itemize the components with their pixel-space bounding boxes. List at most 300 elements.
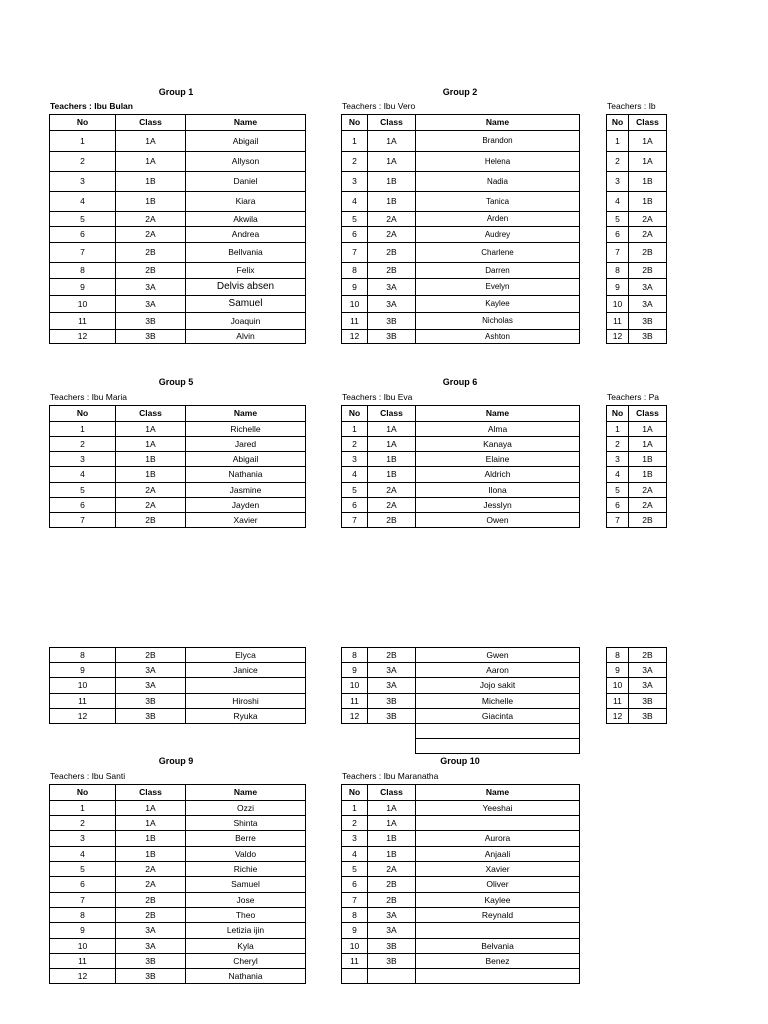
table-row (607, 483, 667, 498)
group-1-table (49, 114, 306, 344)
group-6-table (341, 405, 580, 528)
header-row (607, 115, 667, 131)
cell-no: 10 (607, 678, 629, 694)
table-row (607, 296, 667, 313)
cell-no: 4 (342, 467, 368, 483)
cell-no: 5 (50, 862, 116, 877)
cell-class: 2A (116, 227, 186, 243)
column-header-class: Class (629, 115, 667, 131)
table-row (50, 969, 306, 984)
cell-name (416, 969, 580, 984)
cell-class: 2B (368, 513, 416, 528)
table-row (607, 663, 667, 678)
cell-no: 7 (607, 513, 629, 528)
cell-class: 2A (629, 212, 667, 227)
cell-name: Richelle (186, 422, 306, 437)
cell-name: Oliver (416, 877, 580, 893)
group-1-teachers: Teachers : Ibu Bulan (50, 101, 133, 111)
group-7-table (606, 405, 667, 528)
cell-no: 11 (50, 954, 116, 969)
group-10-title: Group 10 (440, 756, 480, 766)
cell-name: Jayden (186, 498, 306, 513)
table-row (50, 709, 306, 724)
cell-no: 9 (607, 663, 629, 678)
cell-class: 2A (368, 862, 416, 877)
cell-no: 12 (607, 330, 629, 344)
cell-class: 1B (629, 192, 667, 212)
cell-no: 9 (50, 663, 116, 678)
cell-name: Nicholas (416, 313, 580, 330)
table-row (607, 678, 667, 694)
cell-no: 8 (607, 648, 629, 663)
cell-name: Aaron (416, 663, 580, 678)
cell-class: 3A (116, 939, 186, 954)
table-row (342, 893, 580, 908)
cell-no: 12 (342, 709, 368, 724)
cell-class: 3B (368, 709, 416, 724)
cell-class: 1A (368, 131, 416, 152)
table-row (50, 330, 306, 344)
cell-class: 3B (368, 694, 416, 709)
cell-no: 9 (342, 279, 368, 296)
table-row (342, 227, 580, 243)
cell-no: 5 (342, 212, 368, 227)
cell-no: 7 (50, 243, 116, 263)
cell-no: 12 (50, 330, 116, 344)
cell-no: 4 (50, 192, 116, 212)
table-row (342, 816, 580, 831)
cell-name: Delvis absen (186, 279, 306, 296)
cell-class: 3A (116, 279, 186, 296)
table-row (342, 422, 580, 437)
cell-class: 1A (116, 152, 186, 172)
cell-no: 7 (50, 513, 116, 528)
cell-class: 1A (116, 816, 186, 831)
cell-no: 2 (50, 816, 116, 831)
cell-class: 1A (629, 422, 667, 437)
cell-class: 3A (629, 663, 667, 678)
cell-class: 2B (116, 263, 186, 279)
cell-name: Andrea (186, 227, 306, 243)
cell-no: 11 (607, 313, 629, 330)
cell-name: Samuel (186, 877, 306, 893)
cell-name: Kiara (186, 192, 306, 212)
cell-class: 2A (116, 212, 186, 227)
cell-name: Benez (416, 954, 580, 969)
cell-name: Kanaya (416, 437, 580, 452)
cell-no: 7 (342, 893, 368, 908)
cell-no: 8 (342, 648, 368, 663)
table-row (50, 862, 306, 877)
cell-class: 2B (368, 648, 416, 663)
cell-no: 3 (50, 831, 116, 847)
column-header-class: Class (629, 406, 667, 422)
cell-no: 1 (50, 422, 116, 437)
cell-name: Kaylee (416, 296, 580, 313)
column-header-no: No (342, 785, 368, 801)
cell-name: Jose (186, 893, 306, 908)
cell-no: 1 (342, 801, 368, 816)
column-header-no: No (50, 406, 116, 422)
table-row (342, 709, 580, 724)
table-row (607, 227, 667, 243)
group-6-empty-cell (415, 738, 580, 754)
cell-no: 3 (50, 172, 116, 192)
group-3-table (606, 114, 667, 344)
cell-class: 3A (116, 296, 186, 313)
table-row (342, 483, 580, 498)
cell-no: 2 (342, 816, 368, 831)
table-row (50, 893, 306, 908)
table-row (50, 678, 306, 694)
cell-class: 1A (629, 131, 667, 152)
column-header-no: No (342, 406, 368, 422)
cell-class: 1A (116, 131, 186, 152)
cell-no: 4 (342, 192, 368, 212)
cell-name: Evelyn (416, 279, 580, 296)
table-row (50, 243, 306, 263)
cell-no: 4 (607, 192, 629, 212)
cell-class: 1B (629, 452, 667, 467)
cell-no: 1 (342, 422, 368, 437)
cell-class: 1B (116, 467, 186, 483)
group-5-table-cont (49, 647, 306, 724)
column-header-name: Name (186, 406, 306, 422)
cell-class: 2B (116, 648, 186, 663)
group-7-table-cont (606, 647, 667, 724)
table-row (342, 663, 580, 678)
header-row (342, 406, 580, 422)
cell-name: Darren (416, 263, 580, 279)
column-header-class: Class (368, 115, 416, 131)
column-header-no: No (50, 115, 116, 131)
table-row (342, 862, 580, 877)
table-row (342, 648, 580, 663)
group-9-title: Group 9 (158, 756, 194, 766)
cell-name: Jesslyn (416, 498, 580, 513)
cell-class: 3A (368, 279, 416, 296)
table-row (50, 908, 306, 923)
table-row (607, 172, 667, 192)
group-6-table-cont (341, 647, 580, 724)
table-row (342, 939, 580, 954)
table-row (607, 313, 667, 330)
group-7-teachers: Teachers : Pa (607, 392, 659, 402)
cell-class: 2B (116, 513, 186, 528)
cell-class: 1A (116, 437, 186, 452)
cell-name: Berre (186, 831, 306, 847)
column-header-name: Name (416, 115, 580, 131)
cell-no: 10 (50, 296, 116, 313)
cell-class: 2A (629, 498, 667, 513)
cell-name: Cheryl (186, 954, 306, 969)
table-row (607, 498, 667, 513)
table-row (50, 313, 306, 330)
cell-class: 2A (629, 227, 667, 243)
table-row (342, 437, 580, 452)
cell-name: Ilona (416, 483, 580, 498)
table-row (342, 452, 580, 467)
cell-class: 2B (629, 263, 667, 279)
cell-no: 5 (50, 212, 116, 227)
cell-class: 3B (629, 330, 667, 344)
cell-no: 11 (342, 954, 368, 969)
cell-no: 3 (342, 831, 368, 847)
table-row (607, 437, 667, 452)
cell-class: 3B (116, 313, 186, 330)
cell-class: 3B (116, 330, 186, 344)
cell-class: 1B (116, 831, 186, 847)
cell-name: Tanica (416, 192, 580, 212)
cell-no: 1 (607, 422, 629, 437)
cell-no: 1 (342, 131, 368, 152)
cell-class: 3B (116, 709, 186, 724)
table-row (342, 694, 580, 709)
cell-name: Alvin (186, 330, 306, 344)
table-row (342, 296, 580, 313)
table-row (50, 422, 306, 437)
cell-name: Ryuka (186, 709, 306, 724)
cell-name: Valdo (186, 847, 306, 862)
group-5-teachers: Teachers : Ibu Maria (50, 392, 128, 402)
cell-no: 10 (50, 939, 116, 954)
cell-name: Kyla (186, 939, 306, 954)
cell-name: Belvania (416, 939, 580, 954)
cell-class: 3B (116, 954, 186, 969)
cell-no: 9 (342, 923, 368, 939)
cell-no: 10 (607, 296, 629, 313)
column-header-class: Class (368, 785, 416, 801)
table-row (607, 709, 667, 724)
table-row (342, 330, 580, 344)
cell-class: 3A (116, 923, 186, 939)
cell-name: Alma (416, 422, 580, 437)
table-row (342, 172, 580, 192)
table-row (342, 847, 580, 862)
header-row (50, 406, 306, 422)
table-row (607, 513, 667, 528)
table-row (50, 483, 306, 498)
cell-no: 6 (607, 227, 629, 243)
cell-no: 9 (607, 279, 629, 296)
cell-name: Bellvania (186, 243, 306, 263)
column-header-name: Name (186, 785, 306, 801)
cell-class: 3A (368, 923, 416, 939)
cell-name: Brandon (416, 131, 580, 152)
cell-no: 9 (50, 279, 116, 296)
cell-no: 10 (342, 678, 368, 694)
table-row (50, 801, 306, 816)
table-row (342, 908, 580, 923)
cell-no: 3 (607, 172, 629, 192)
cell-name: Akwila (186, 212, 306, 227)
group-5-title: Group 5 (158, 377, 194, 387)
table-row (50, 437, 306, 452)
cell-no: 9 (342, 663, 368, 678)
group-6-title: Group 6 (442, 377, 478, 387)
table-row (607, 694, 667, 709)
cell-no: 9 (50, 923, 116, 939)
cell-class: 1B (116, 192, 186, 212)
table-row (607, 243, 667, 263)
table-row (342, 313, 580, 330)
cell-class: 3A (368, 663, 416, 678)
cell-no: 10 (50, 678, 116, 694)
table-row (607, 279, 667, 296)
cell-no: 2 (607, 437, 629, 452)
cell-name: Xavier (416, 862, 580, 877)
table-row (342, 279, 580, 296)
cell-class (368, 969, 416, 984)
cell-no: 11 (607, 694, 629, 709)
cell-name: Kaylee (416, 893, 580, 908)
cell-no: 10 (342, 939, 368, 954)
cell-class: 3B (116, 694, 186, 709)
group-2-teachers: Teachers : Ibu Vero (342, 101, 416, 111)
cell-class: 1A (368, 422, 416, 437)
cell-no: 4 (607, 467, 629, 483)
table-row (607, 330, 667, 344)
cell-name: Xavier (186, 513, 306, 528)
cell-no: 12 (607, 709, 629, 724)
cell-name (416, 923, 580, 939)
cell-class: 1B (368, 172, 416, 192)
table-row (342, 969, 580, 984)
cell-name: Ashton (416, 330, 580, 344)
cell-class: 2A (368, 227, 416, 243)
cell-class: 2A (368, 212, 416, 227)
cell-name: Joaquin (186, 313, 306, 330)
group-2-title: Group 2 (442, 87, 478, 97)
cell-class: 1B (368, 192, 416, 212)
table-row (50, 212, 306, 227)
column-header-class: Class (116, 406, 186, 422)
cell-name: Nathania (186, 969, 306, 984)
header-row (607, 406, 667, 422)
cell-name: Gwen (416, 648, 580, 663)
cell-class: 1A (629, 152, 667, 172)
cell-name: Jasmine (186, 483, 306, 498)
cell-class: 1B (368, 467, 416, 483)
cell-no: 2 (607, 152, 629, 172)
table-row (342, 131, 580, 152)
cell-name: Daniel (186, 172, 306, 192)
table-row (50, 513, 306, 528)
cell-class: 2B (368, 877, 416, 893)
header-row (50, 115, 306, 131)
table-row (342, 678, 580, 694)
cell-no: 7 (607, 243, 629, 263)
column-header-name: Name (416, 406, 580, 422)
cell-no: 1 (50, 131, 116, 152)
table-row (50, 279, 306, 296)
cell-name: Yeeshai (416, 801, 580, 816)
cell-name: Letizia ijin (186, 923, 306, 939)
cell-class: 1B (629, 467, 667, 483)
table-row (50, 498, 306, 513)
table-row (342, 801, 580, 816)
cell-name: Arden (416, 212, 580, 227)
cell-class: 2A (116, 862, 186, 877)
table-row (607, 648, 667, 663)
group-10-teachers: Teachers : Ibu Maranatha (342, 771, 439, 781)
cell-class: 3B (368, 939, 416, 954)
cell-name: Reynald (416, 908, 580, 923)
cell-name: Elyca (186, 648, 306, 663)
group-9-table (49, 784, 306, 984)
cell-class: 1A (116, 422, 186, 437)
column-header-class: Class (116, 115, 186, 131)
cell-no: 8 (50, 263, 116, 279)
cell-name: Owen (416, 513, 580, 528)
cell-no: 4 (50, 847, 116, 862)
cell-name: Ozzi (186, 801, 306, 816)
cell-name: Nadia (416, 172, 580, 192)
cell-class: 1A (368, 816, 416, 831)
cell-class: 2B (629, 513, 667, 528)
header-row (50, 785, 306, 801)
cell-name: Abigail (186, 452, 306, 467)
cell-class: 2B (629, 243, 667, 263)
table-row (50, 831, 306, 847)
cell-no: 12 (342, 330, 368, 344)
cell-class: 2B (368, 243, 416, 263)
table-row (607, 152, 667, 172)
cell-class: 2A (368, 483, 416, 498)
cell-class: 2A (116, 483, 186, 498)
cell-class: 3B (629, 709, 667, 724)
cell-no: 6 (342, 877, 368, 893)
cell-no: 5 (607, 212, 629, 227)
cell-name: Nathania (186, 467, 306, 483)
cell-no: 6 (50, 877, 116, 893)
cell-class: 3B (368, 313, 416, 330)
cell-class: 2B (368, 263, 416, 279)
cell-name: Janice (186, 663, 306, 678)
cell-no: 6 (342, 227, 368, 243)
cell-name: Aurora (416, 831, 580, 847)
cell-name: Audrey (416, 227, 580, 243)
cell-name: Anjaali (416, 847, 580, 862)
table-row (342, 513, 580, 528)
cell-no: 5 (607, 483, 629, 498)
cell-name: Elaine (416, 452, 580, 467)
cell-class: 3B (629, 313, 667, 330)
table-row (342, 243, 580, 263)
cell-name: Hiroshi (186, 694, 306, 709)
cell-no: 6 (50, 227, 116, 243)
group-5-table (49, 405, 306, 528)
cell-name: Michelle (416, 694, 580, 709)
table-row (50, 847, 306, 862)
cell-no: 8 (342, 908, 368, 923)
column-header-class: Class (368, 406, 416, 422)
cell-no: 4 (50, 467, 116, 483)
cell-name: Abigail (186, 131, 306, 152)
cell-no: 8 (607, 263, 629, 279)
cell-name: Theo (186, 908, 306, 923)
column-header-no: No (607, 406, 629, 422)
cell-class: 2B (116, 908, 186, 923)
cell-no: 2 (342, 437, 368, 452)
group-1-title: Group 1 (158, 87, 194, 97)
cell-no: 7 (342, 513, 368, 528)
table-row (50, 694, 306, 709)
cell-class: 1A (629, 437, 667, 452)
cell-no: 8 (50, 908, 116, 923)
table-row (50, 816, 306, 831)
cell-class: 1B (368, 831, 416, 847)
